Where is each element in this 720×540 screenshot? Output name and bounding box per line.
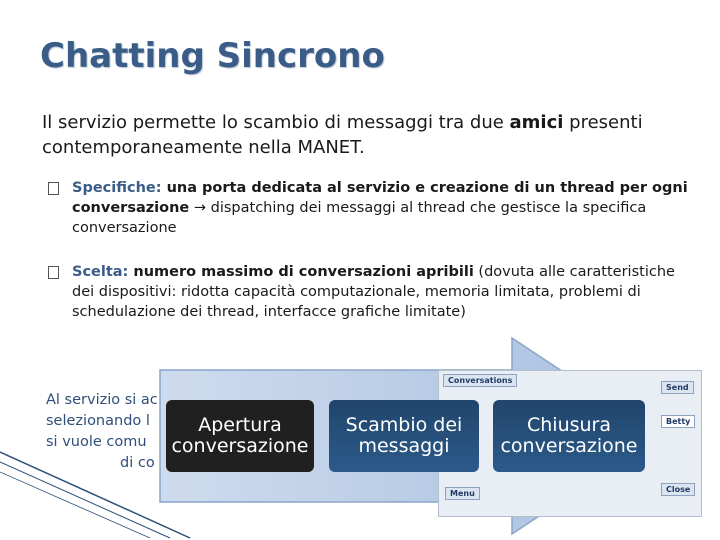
slide-title: Chatting Sincrono [40, 36, 385, 76]
flow-step-scambio [329, 400, 479, 472]
bullet-label: Scelta: [72, 264, 129, 280]
flow-step-line: Scambio dei [345, 414, 463, 436]
flow-step-line: Chiusura [526, 414, 612, 436]
note-line: si vuole comu [46, 434, 147, 450]
bullet-text: dispatching dei messaggi al thread che gestisce la specifica conversazione [72, 200, 647, 236]
flow-step-line: messaggi [358, 435, 450, 457]
bullet-bold-text: una porta dedicata al servizio e creazione di un thread per ogni conversazione [72, 180, 688, 216]
note-line: Al servizio si ac [46, 392, 158, 408]
bullet-label: Specifiche: [72, 180, 162, 196]
flow-step-line: Apertura [198, 414, 282, 436]
flow-step-line: conversazione [500, 435, 638, 457]
close-button[interactable]: Close [661, 483, 695, 496]
flow-step-apertura [166, 400, 314, 472]
flow-step-line: conversazione [171, 435, 309, 457]
bullet-text: (dovuta alle caratteristiche dei dispositivi: ridotta capacità computazionale, memoria limitata, problemi di schedulazione dei thread, interfacce grafiche limitate) [72, 264, 675, 320]
intro-text-2: presenti contemporaneamente nella MANET. [42, 112, 643, 158]
right-arrow-icon: → [189, 200, 211, 216]
intro-bold-word: amici [509, 112, 564, 133]
note-line: selezionando l [46, 413, 150, 429]
intro-text-1: Il servizio permette lo scambio di messaggi tra due [42, 112, 510, 133]
contact-name: Betty [661, 415, 695, 428]
menu-button[interactable]: Menu [445, 487, 480, 500]
flow-step-chiusura [493, 400, 645, 472]
conversations-header: Conversations [443, 374, 517, 387]
bullet-bold-text: numero massimo di conversazioni apribili [128, 264, 474, 280]
send-button[interactable]: Send [661, 381, 694, 394]
note-line: di co [120, 455, 155, 471]
